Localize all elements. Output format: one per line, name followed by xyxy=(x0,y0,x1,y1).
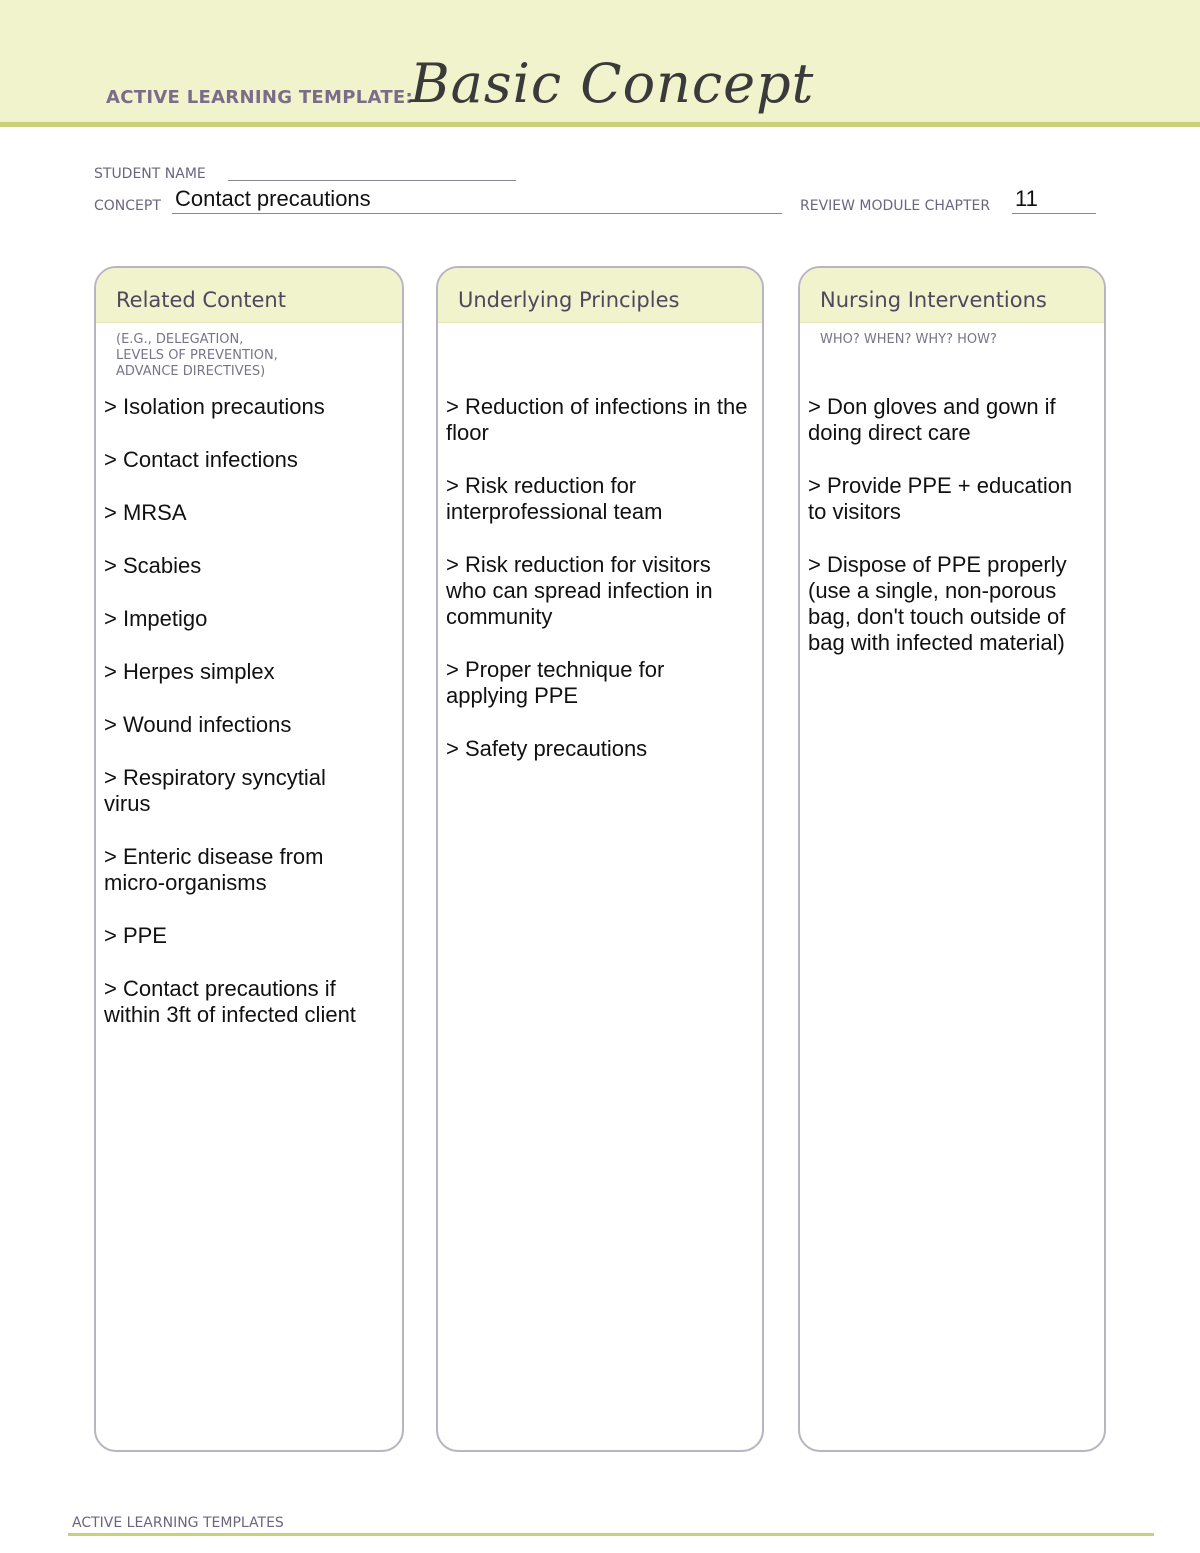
underlying-principles-header xyxy=(438,268,762,323)
related-content-panel xyxy=(94,266,404,1452)
review-chapter-field[interactable]: 11 xyxy=(1015,186,1038,211)
nursing-interventions-panel xyxy=(798,266,1106,1452)
subtitle-line: (E.G., DELEGATION, xyxy=(116,332,244,347)
concept-line xyxy=(172,213,782,214)
related-content-title: Related Content xyxy=(116,288,286,312)
review-chapter-line xyxy=(1012,213,1096,214)
footer-label: ACTIVE LEARNING TEMPLATES xyxy=(72,1515,284,1531)
list-item: > MRSA xyxy=(104,500,187,525)
list-item: > Reduction of infections in the floor xyxy=(446,394,748,445)
concept-label: CONCEPT xyxy=(94,198,161,214)
list-item: > Enteric disease from micro-organisms xyxy=(104,844,324,895)
list-item: > Impetigo xyxy=(104,606,208,631)
list-item: > Dispose of PPE properly (use a single, non-porous bag, don't touch outside of bag with infected material) xyxy=(808,552,1067,655)
related-content-list xyxy=(104,394,392,1055)
list-item: > Proper technique for applying PPE xyxy=(446,657,665,708)
list-item: > Scabies xyxy=(104,553,202,578)
review-chapter-label: REVIEW MODULE CHAPTER xyxy=(800,198,991,214)
nursing-interventions-subtitle xyxy=(820,332,997,348)
template-label: ACTIVE LEARNING TEMPLATE: xyxy=(106,87,413,108)
list-item: > Wound infections xyxy=(104,712,292,737)
header-rule xyxy=(0,122,1200,127)
underlying-principles-panel xyxy=(436,266,764,1452)
nursing-interventions-title: Nursing Interventions xyxy=(820,288,1047,312)
list-item: > Contact infections xyxy=(104,447,298,472)
list-item: > Risk reduction for interprofessional team xyxy=(446,473,663,524)
nursing-interventions-header xyxy=(800,268,1104,323)
subtitle-line: WHO? WHEN? WHY? HOW? xyxy=(820,332,997,347)
list-item: > Respiratory syncytial virus xyxy=(104,765,326,816)
subtitle-line: LEVELS OF PREVENTION, xyxy=(116,348,278,363)
related-content-header xyxy=(96,268,402,323)
list-item: > Risk reduction for visitors who can spread infection in community xyxy=(446,552,713,629)
list-item: > Safety precautions xyxy=(446,736,648,761)
footer-rule xyxy=(68,1533,1154,1536)
nursing-interventions-list xyxy=(808,394,1094,683)
underlying-principles-title: Underlying Principles xyxy=(458,288,680,312)
list-item: > Provide PPE + education to visitors xyxy=(808,473,1073,524)
list-item: > Herpes simplex xyxy=(104,659,275,684)
student-name-label: STUDENT NAME xyxy=(94,166,206,182)
list-item: > PPE xyxy=(104,923,167,948)
student-name-line xyxy=(228,180,516,181)
concept-field[interactable]: Contact precautions xyxy=(175,186,371,211)
list-item: > Isolation precautions xyxy=(104,394,325,419)
related-content-subtitle xyxy=(116,332,278,380)
subtitle-line: ADVANCE DIRECTIVES) xyxy=(116,364,266,379)
page-title: Basic Concept xyxy=(410,52,815,115)
list-item: > Don gloves and gown if doing direct care xyxy=(808,394,1056,445)
underlying-principles-list xyxy=(446,394,752,789)
list-item: > Contact precautions if within 3ft of infected client xyxy=(104,976,356,1027)
